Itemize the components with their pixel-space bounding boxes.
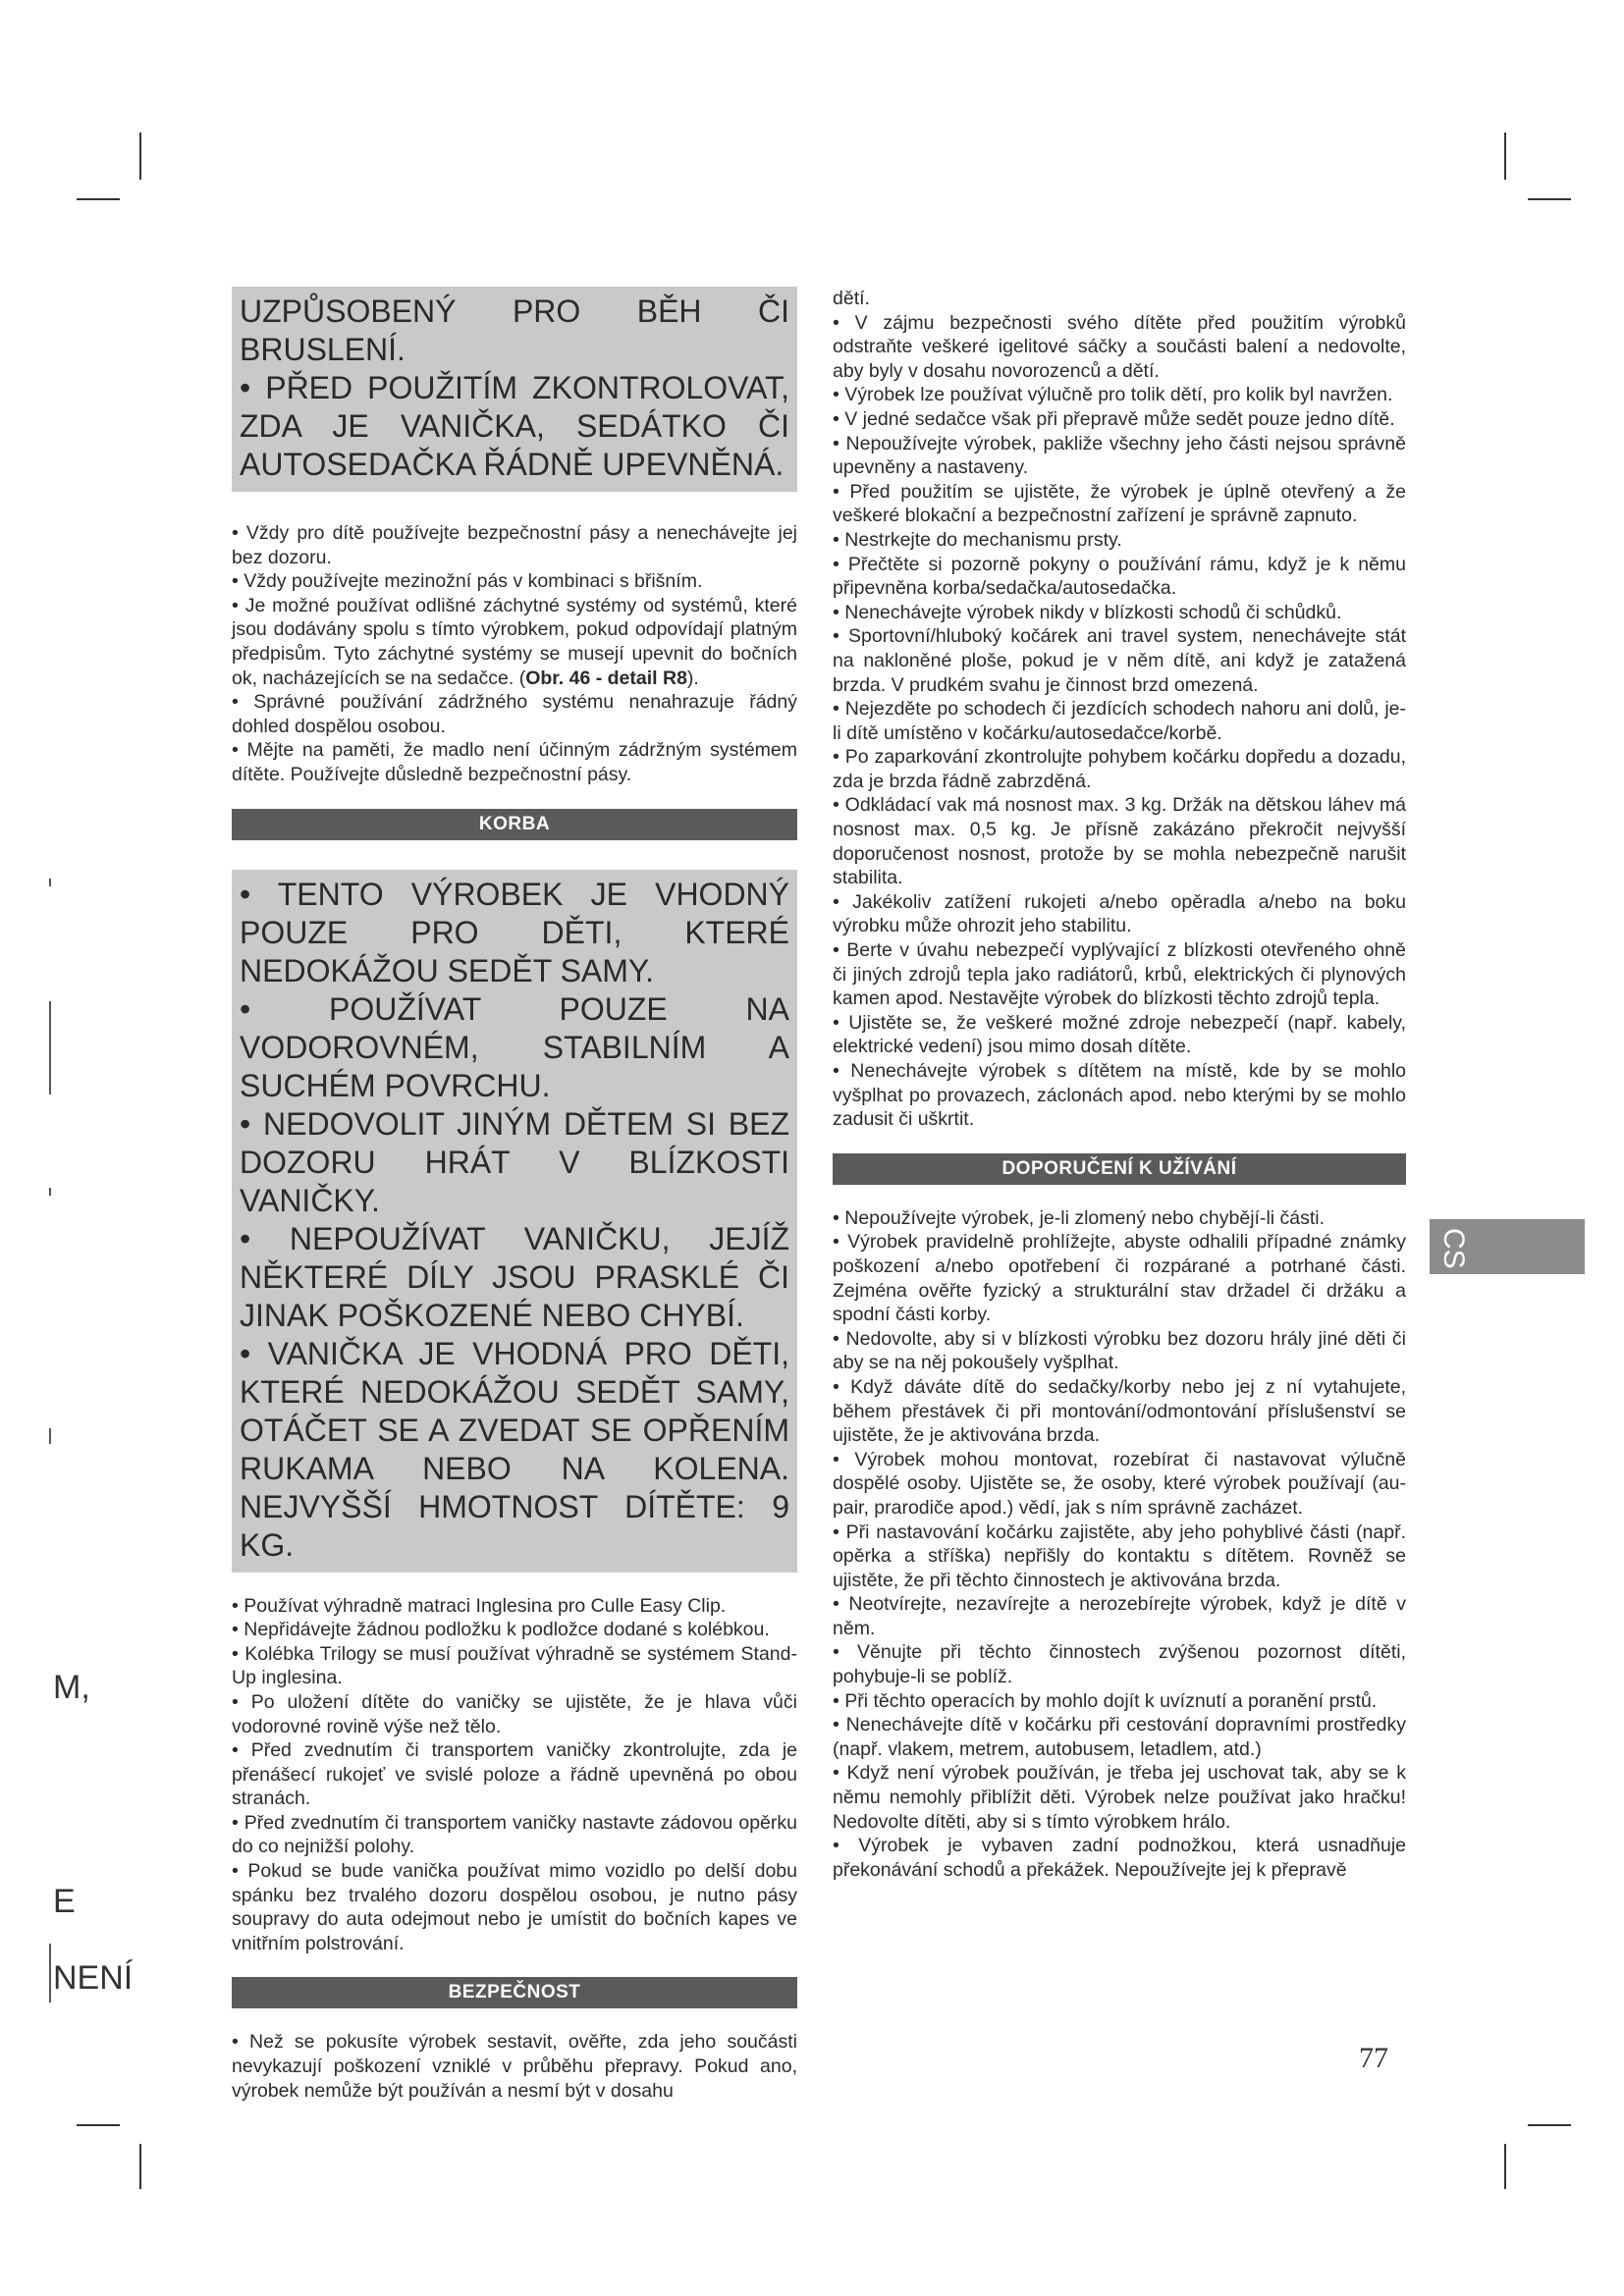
bleed-text: M, [53, 1669, 90, 1706]
bleed-tick [49, 1001, 51, 1095]
section-header-doporuceni: DOPORUČENÍ K UŽÍVÁNÍ [833, 1153, 1406, 1185]
paragraph: • Sportovní/hluboký kočárek ani travel system, nenechávejte stát na nakloněné ploše, pokud je v něm dítě, ani když je zatažená brzda. V prudkém svahu je činnost brzd omezená. [833, 625, 1406, 696]
paragraph: • Nejezděte po schodech či jezdících schodech nahoru ani dolů, je-li dítě umístěno v kočárku/autosedačce/korbě. [833, 698, 1406, 744]
crop-mark-bl-v [139, 2144, 141, 2189]
bleed-tick [49, 1944, 51, 2002]
paragraph: • V zájmu bezpečnosti svého dítěte před použitím výrobků odstraňte veškeré igelitové sáčky a součásti balení a nedovolte, aby byly v dosahu novorozenců a dětí. [833, 311, 1406, 382]
crop-mark-tr-h [1528, 198, 1571, 200]
warning-line: • NEDOVOLIT JINÝM DĚTEM SI BEZ DOZORU HRÁT V BLÍZKOSTI VANIČKY. [240, 1105, 789, 1218]
warning-box-korba [232, 870, 797, 1573]
safety-paragraphs [833, 287, 1406, 1132]
crop-mark-bl-h [77, 2124, 120, 2126]
figure-reference: Obr. 46 - detail R8 [525, 667, 687, 689]
paragraph: • Než se pokusíte výrobek sestavit, ověřte, zda jeho součásti nevykazují poškození vzniklé v průběhu přepravy. Pokud ano, výrobek nemůže být používán a nesmí být v dosahu [232, 2031, 797, 2102]
crop-mark-tr-v [1504, 133, 1506, 180]
korba-paragraphs [232, 1594, 797, 1956]
warning-line: UZPŮSOBENÝ PRO BĚH ČI BRUSLENÍ. [240, 294, 789, 367]
paragraph: • Vždy používejte mezinožní pás v kombinaci s břišním. [232, 570, 703, 593]
language-tab [1430, 1219, 1585, 1274]
warning-box-top [232, 287, 797, 492]
language-code: CS [1437, 1228, 1470, 1269]
crop-mark-br-v [1504, 2144, 1506, 2189]
paragraph: • Kolébka Trilogy se musí používat výhradně se systémem Stand-Up inglesina. [232, 1642, 797, 1689]
paragraph: • Po zaparkování zkontrolujte pohybem kočárku dopředu a dozadu, zda je brzda řádně zabrzděná. [833, 746, 1406, 792]
paragraph: • Nepřidávejte žádnou podložku k podložce dodané s kolébkou. [232, 1619, 770, 1641]
warning-line: • TENTO VÝROBEK JE VHODNÝ POUZE PRO DĚTI, KTERÉ NEDOKÁŽOU SEDĚT SAMY. [240, 876, 789, 988]
bleed-text: E [53, 1883, 76, 1920]
paragraph: • Nenechávejte výrobek nikdy v blízkosti schodů či schůdků. [833, 601, 1342, 623]
paragraph: • Výrobek pravidelně prohlížejte, abyste odhalili případné známky poškození a/nebo opotřebení či rozpárané a potrhané části. Zejména ověřte fyzický a strukturální stav držadel či držáku a spodní části korby. [833, 1231, 1406, 1326]
bleed-tick [49, 1428, 51, 1444]
bezpecnost-paragraphs [232, 2030, 797, 2103]
paragraph: • Při nastavování kočárku zajistěte, aby jeho pohyblivé části (např. opěrka a stříška) nepřišly do kontaktu s dítětem. Rovněž se ujistěte, že při těchto činnostech je aktivována brzda. [833, 1521, 1406, 1591]
bleed-tick [49, 1188, 51, 1196]
paragraph: • Před použitím se ujistěte, že výrobek je úplně otevřený a že veškeré blokační a bezpečnostní zařízení je správně zapnuto. [833, 480, 1406, 527]
paragraph-text: • Je možné používat odlišné záchytné systémy od systémů, které jsou dodávány spolu s tímto výrobkem, pokud odpovídají platným předpisům. Tyto záchytné systémy se musejí upevnit do bočních ok, nacházejících se na sedačce. [232, 594, 797, 689]
paragraph: • Výrobek lze používat výlučně pro tolik dětí, pro kolik byl navržen. [833, 384, 1393, 406]
paragraph: • V jedné sedačce však při přepravě může sedět pouze jedno dítě. [833, 407, 1395, 430]
paragraph: • Nepoužívejte výrobek, je-li zlomený nebo chybějí-li části. [833, 1206, 1326, 1229]
paragraph: • Před zvednutím či transportem vaničky zkontrolujte, zda je přenášecí rukojeť ve svislé poloze a řádně upevněná po obou stranách. [232, 1739, 797, 1810]
bleed-tick [49, 879, 51, 886]
crop-mark-br-h [1528, 2124, 1571, 2126]
paragraph: • Pokud se bude vanička používat mimo vozidlo po delší dobu spánku bez trvalého dozoru dospělou osobou, je nutno pásy soupravy do auta odejmout nebo je umístit do bočních kapes ve vnitřním polstrování. [232, 1860, 797, 1954]
paragraph: • Mějte na paměti, že madlo není účinným zádržným systémem dítěte. Používejte důsledně bezpečnostní pásy. [232, 739, 797, 785]
section-header-korba: KORBA [232, 809, 797, 840]
paragraph: • Neotvírejte, nezavírejte a nerozebírejte výrobek, když je dítě v něm. [833, 1593, 1406, 1639]
paragraph: • Nestrkejte do mechanismu prsty. [833, 528, 1122, 551]
crop-mark-tl-h [77, 198, 120, 200]
paragraph: • Když není výrobek používán, je třeba jej uschovat tak, aby se k němu nemohly přiblížit děti. Výrobek nelze používat jako hračku! Nedovolte dítěti, aby si s tímto výrobkem hrálo. [833, 1762, 1406, 1833]
paragraph: • Berte v úvahu nebezpečí vyplývající z blízkosti otevřeného ohně či jiných zdrojů tepla jako radiátorů, krbů, elektrických či plynových kamen apod. Nestavějte výrobek do blízkosti těchto zdrojů tepla. [833, 939, 1406, 1010]
safety-belt-paragraphs [232, 521, 797, 787]
warning-line: • PŘED POUŽITÍM ZKONTROLOVAT, ZDA JE VANIČKA, SEDÁTKO ČI AUTOSEDAČKA ŘÁDNĚ UPEVNĚNÁ. [240, 370, 789, 482]
paragraph: • Správné používání zádržného systému nenahrazuje řádný dohled dospělou osobou. [232, 691, 797, 737]
paragraph: • Výrobek je vybaven zadní podnožkou, která usnadňuje překonávání schodů a překážek. Nepoužívejte jej k přepravě [833, 1835, 1406, 1881]
paragraph: • Ujistěte se, že veškeré možné zdroje nebezpečí (např. kabely, elektrické vedení) jsou mimo dosah dítěte. [833, 1011, 1406, 1058]
section-header-bezpecnost: BEZPEČNOST [232, 1977, 797, 2008]
fig-ref-suffix: ). [686, 667, 699, 689]
bleed-text: NENÍ [53, 1959, 134, 1997]
paragraph: • Vždy pro dítě používejte bezpečnostní pásy a nenechávejte jej bez dozoru. [232, 522, 797, 568]
crop-mark-tl-v [139, 133, 141, 180]
paragraph: dětí. [833, 288, 870, 309]
paragraph: • Výrobek mohou montovat, rozebírat či nastavovat výlučně dospělé osoby. Ujistěte se, že osoby, které výrobek používají (au-pair, prarodiče apod.) vědí, jak s ním správně zacházet. [833, 1448, 1406, 1519]
paragraph: • Jakékoliv zatížení rukojeti a/nebo opěradla a/nebo na boku výrobku může ohrozit jeho stabilitu. [833, 890, 1406, 937]
left-column [232, 287, 797, 2103]
fig-ref-prefix: ( [518, 667, 526, 689]
paragraph: • Když dáváte dítě do sedačky/korby nebo jej z ní vytahujete, během přestávek či při montování/odmontování příslušenství se ujistěte, že je aktivována brzda. [833, 1375, 1406, 1447]
paragraph [232, 594, 797, 690]
paragraph: • Používat výhradně matraci Inglesina pro Culle Easy Clip. [232, 1594, 727, 1617]
page-number: 77 [1359, 2042, 1388, 2074]
paragraph: • Věnujte při těchto činnostech zvýšenou pozornost dítěti, pohybuje-li se poblíž. [833, 1641, 1406, 1688]
paragraph: • Nenechávejte dítě v kočárku při cestování dopravními prostředky (např. vlakem, metrem, autobusem, letadlem, atd.) [833, 1714, 1406, 1760]
paragraph: • Při těchto operacích by mohlo dojít k uvíznutí a poranění prstů. [833, 1689, 1378, 1712]
usage-paragraphs [833, 1206, 1406, 1883]
paragraph: • Nepoužívejte výrobek, pakliže všechny jeho části nejsou správně upevněny a nastaveny. [833, 432, 1406, 479]
paragraph: • Nenechávejte výrobek s dítětem na místě, kde by se mohlo vyšplhat po provazech, záclonách apod. nebo kterými by se mohlo zadusit či uškrtit. [833, 1060, 1406, 1131]
warning-line: • NEPOUŽÍVAT VANIČKU, JEJÍŽ NĚKTERÉ DÍLY JSOU PRASKLÉ ČI JINAK POŠKOZENÉ NEBO CHYBÍ. [240, 1220, 789, 1333]
paragraph: • Po uložení dítěte do vaničky se ujistěte, že je hlava vůči vodorovné rovině výše než tělo. [232, 1690, 797, 1737]
warning-line: • VANIČKA JE VHODNÁ PRO DĚTI, KTERÉ NEDOKÁŽOU SEDĚT SAMY, OTÁČET SE A ZVEDAT SE OPŘENÍM RUKAMA NEBO NA KOLENA. NEJVYŠŠÍ HMOTNOST DÍTĚTE: 9 KG. [240, 1335, 789, 1563]
right-column [833, 287, 1406, 1882]
paragraph: • Odkládací vak má nosnost max. 3 kg. Držák na dětskou láhev má nosnost max. 0,5 kg. Je přísně zakázáno překročit nejvyšší doporučenost nosnost, protože by se mohla nebezpečně narušit stabilita. [833, 794, 1406, 889]
paragraph: • Před zvednutím či transportem vaničky nastavte zádovou opěrku do co nejnižší polohy. [232, 1811, 797, 1858]
paragraph: • Přečtěte si pozorně pokyny o používání rámu, když je k němu připevněna korba/sedačka/autosedačka. [833, 553, 1406, 600]
paragraph: • Nedovolte, aby si v blízkosti výrobku bez dozoru hrály jiné děti či aby se na něj pokoušely vyšplhat. [833, 1327, 1406, 1374]
warning-line: • POUŽÍVAT POUZE NA VODOROVNÉM, STABILNÍM A SUCHÉM POVRCHU. [240, 990, 789, 1103]
